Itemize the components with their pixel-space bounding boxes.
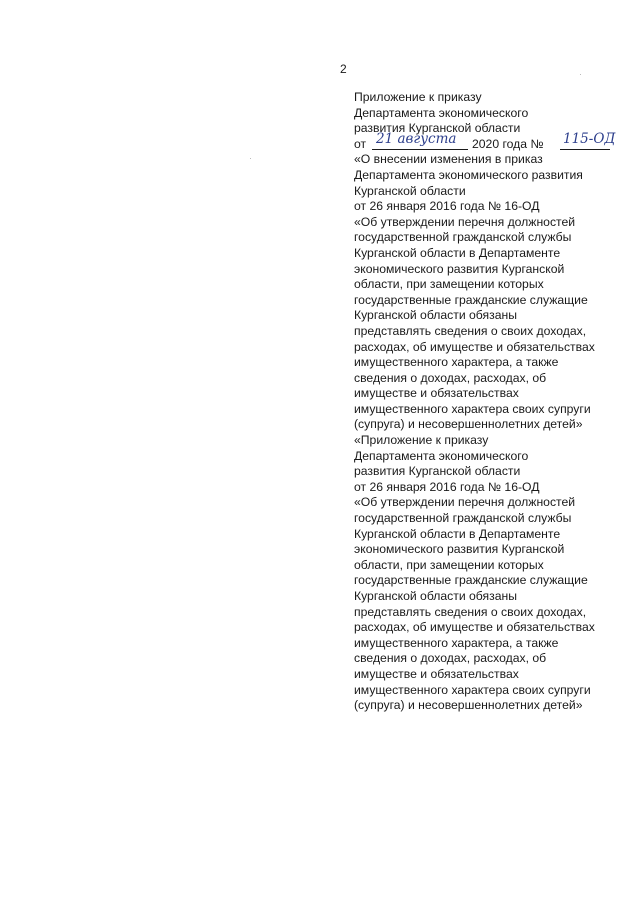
body-line: государственной гражданской службы	[354, 510, 572, 525]
body-line: расходах, об имуществе и обязательствах	[354, 620, 595, 635]
body-line: имуществе и обязательствах	[354, 666, 519, 681]
body-line: «Об утверждении перечня должностей	[354, 495, 576, 510]
page-number: 2	[340, 62, 347, 76]
body-line: Курганской области обязаны	[354, 588, 517, 603]
date-underline	[372, 149, 468, 150]
body-line: (супруга) и несовершеннолетних детей»	[354, 698, 583, 713]
body-line: имущественного характера, а также	[354, 635, 559, 650]
body-line: от 26 января 2016 года № 16-ОД	[354, 199, 540, 214]
body-line: (супруга) и несовершеннолетних детей»	[354, 417, 583, 432]
scan-speck	[580, 74, 581, 75]
body-line: государственной гражданской службы	[354, 230, 572, 245]
body-line: имущественного характера, а также	[354, 355, 559, 370]
body-line: имущественного характера своих супруги	[354, 682, 591, 697]
body-line: «О внесении изменения в приказ	[354, 152, 543, 167]
body-line: имущественного характера своих супруги	[354, 401, 591, 416]
body-line: Курганской области в Департаменте	[354, 245, 561, 260]
body-line: Департамента экономического	[354, 448, 529, 463]
heading-line: Приложение к приказу	[354, 90, 482, 104]
scan-speck	[250, 158, 251, 159]
body-line: области, при замещении которых	[354, 277, 544, 292]
order-date-line	[354, 130, 638, 153]
number-underline	[560, 149, 610, 150]
body-line: государственные гражданские служащие	[354, 573, 588, 588]
body-line: Курганской области в Департаменте	[354, 526, 561, 541]
body-line: имуществе и обязательствах	[354, 386, 519, 401]
handwritten-date: 21 августа	[376, 130, 457, 147]
body-line: сведения о доходах, расходах, об	[354, 651, 547, 666]
body-line: представлять сведения о своих доходах,	[354, 323, 587, 338]
body-line: развития Курганской области	[354, 464, 521, 479]
body-line: экономического развития Курганской	[354, 542, 565, 557]
body-line: Курганской области обязаны	[354, 308, 517, 323]
body-line: области, при замещении которых	[354, 557, 544, 572]
heading-line: развития Курганской области	[354, 121, 521, 136]
body-line: государственные гражданские служащие	[354, 292, 588, 307]
heading-line: Департамента экономического	[354, 105, 529, 120]
body-line: Курганской области	[354, 183, 466, 198]
body-line: от 26 января 2016 года № 16-ОД	[354, 479, 540, 494]
appendix-text-block	[354, 433, 638, 714]
date-year: 2020 года №	[472, 136, 544, 151]
body-line: «Приложение к приказу	[354, 433, 489, 447]
body-line: Департамента экономического развития	[354, 167, 583, 182]
body-line: представлять сведения о своих доходах,	[354, 604, 587, 619]
appendix-heading-block	[354, 90, 638, 433]
handwritten-order-number: 115-ОД	[563, 130, 616, 147]
body-line: «Об утверждении перечня должностей	[354, 214, 576, 229]
body-line: расходах, об имуществе и обязательствах	[354, 339, 595, 354]
body-line: экономического развития Курганской	[354, 261, 565, 276]
date-prefix: от	[354, 136, 367, 151]
body-line: сведения о доходах, расходах, об	[354, 370, 547, 385]
